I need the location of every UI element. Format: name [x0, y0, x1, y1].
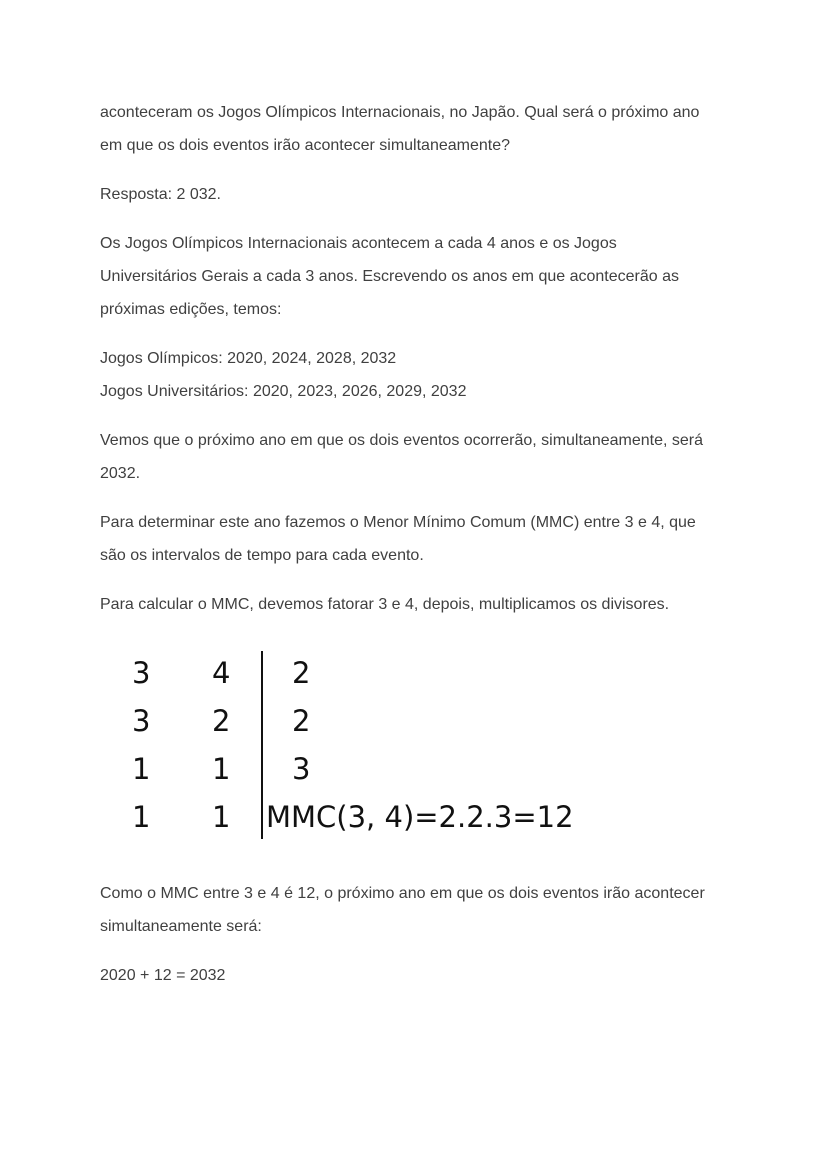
- factor-a: 3: [132, 704, 151, 738]
- mmc-intro-line-1: Para determinar este ano fazemos o Menor Mínimo Comum (MMC) entre 3 e 4, que: [100, 514, 696, 531]
- divisor: 3: [292, 752, 311, 786]
- mmc-intro-line-2: são os intervalos de tempo para cada evento.: [100, 547, 424, 564]
- years-list-paragraph: [100, 342, 740, 408]
- final-sum-paragraph: [100, 959, 740, 992]
- factor-a: 3: [132, 656, 151, 690]
- factorization-divider: [261, 651, 263, 839]
- question-line-2: em que os dois eventos irão acontecer simultaneamente?: [100, 137, 511, 154]
- answer-paragraph: [100, 178, 740, 211]
- final-paragraph: [100, 877, 740, 943]
- factor-b: 4: [212, 656, 231, 690]
- university-years: Jogos Universitários: 2020, 2023, 2026, 2029, 2032: [100, 383, 467, 400]
- conclusion-line-2: 2032.: [100, 465, 141, 482]
- mmc-intro-paragraph: [100, 506, 740, 572]
- explanation-line-2: Universitários Gerais a cada 3 anos. Escrevendo os anos em que acontecerão as: [100, 268, 679, 285]
- final-sum: 2020 + 12 = 2032: [100, 967, 226, 984]
- explanation-line-3: próximas edições, temos:: [100, 301, 282, 318]
- divisor: 2: [292, 656, 311, 690]
- mmc-method-paragraph: [100, 588, 740, 621]
- conclusion-paragraph: [100, 424, 740, 490]
- olympics-years: Jogos Olímpicos: 2020, 2024, 2028, 2032: [100, 350, 397, 367]
- divisor: 2: [292, 704, 311, 738]
- mmc-factorization-table: [100, 649, 740, 847]
- conclusion-line-1: Vemos que o próximo ano em que os dois eventos ocorrerão, simultaneamente, será: [100, 432, 703, 449]
- question-paragraph: [100, 96, 740, 162]
- factor-b: 2: [212, 704, 231, 738]
- factor-a: 1: [132, 800, 151, 834]
- explanation-paragraph: [100, 227, 740, 326]
- explanation-line-1: Os Jogos Olímpicos Internacionais acontecem a cada 4 anos e os Jogos: [100, 235, 617, 252]
- answer-text: Resposta: 2 032.: [100, 186, 221, 203]
- final-line-1: Como o MMC entre 3 e 4 é 12, o próximo ano em que os dois eventos irão acontecer: [100, 885, 705, 902]
- document-page: [100, 96, 740, 1008]
- question-line-1: aconteceram os Jogos Olímpicos Internacionais, no Japão. Qual será o próximo ano: [100, 104, 700, 121]
- factor-b: 1: [212, 800, 231, 834]
- mmc-result: MMC(3, 4)=2.2.3=12: [266, 800, 574, 834]
- factor-a: 1: [132, 752, 151, 786]
- mmc-method-line: Para calcular o MMC, devemos fatorar 3 e 4, depois, multiplicamos os divisores.: [100, 596, 670, 613]
- final-line-2: simultaneamente será:: [100, 918, 262, 935]
- factor-b: 1: [212, 752, 231, 786]
